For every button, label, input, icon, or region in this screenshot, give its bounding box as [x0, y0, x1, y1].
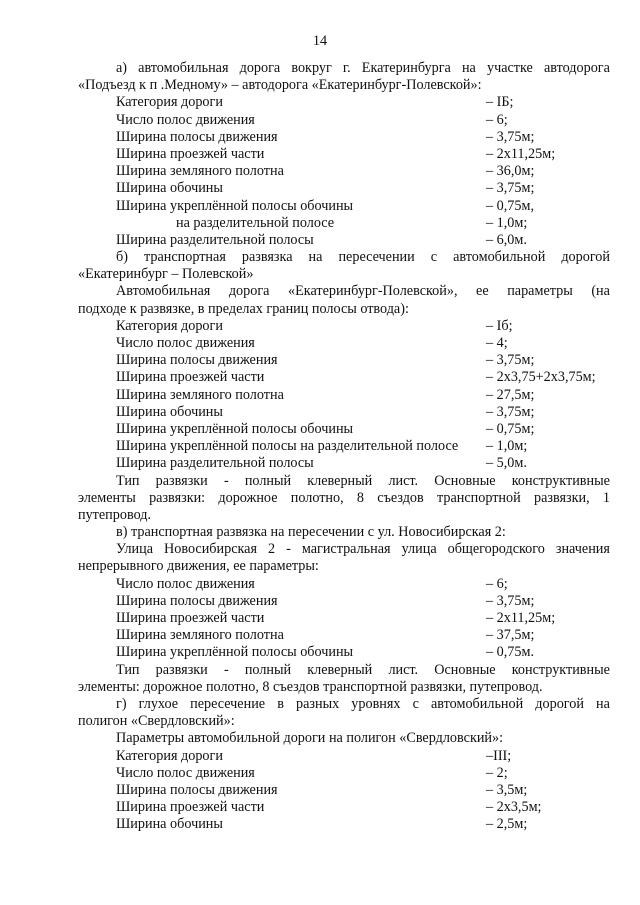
parameter-name: Ширина проезжей части	[116, 369, 265, 386]
word: 2	[268, 541, 276, 558]
word: развязки:	[149, 489, 206, 506]
parameter-row	[78, 369, 610, 386]
parameter-name: Ширина разделительной полосы	[116, 231, 314, 248]
parameter-name: Ширина обочины	[116, 816, 223, 833]
word: полный	[244, 472, 292, 489]
paragraph-line: элементы: дорожное полотно, 8 съездов транспортной развязки, путепровод.	[78, 678, 543, 695]
parameter-name: Ширина земляного полотна	[116, 627, 284, 644]
parameter-name: Ширина полосы движения	[116, 781, 278, 798]
parameter-name: Ширина укреплённой полосы обочины	[116, 644, 354, 661]
word: -	[286, 541, 291, 558]
parameter-value: – 3,75м;	[486, 592, 535, 609]
word: пересечение	[190, 695, 266, 712]
parameter-value: – 3,75м;	[486, 403, 535, 420]
parameter-value: – 2х3,75+2х3,75м;	[486, 369, 596, 386]
parameter-value: – Iб;	[486, 317, 513, 334]
parameter-row	[78, 816, 610, 833]
word: Автомобильная	[116, 283, 211, 300]
word: магистральная	[301, 541, 391, 558]
parameter-row	[78, 644, 610, 661]
word: г)	[116, 695, 127, 712]
parameter-value: – 0,75м.	[486, 644, 534, 661]
word: ее	[476, 283, 489, 300]
parameter-row	[78, 799, 610, 816]
parameter-value: – 37,5м;	[486, 627, 535, 644]
word: параметры	[507, 283, 573, 300]
word: Основные	[434, 661, 496, 678]
word: глухое	[138, 695, 179, 712]
parameter-value: – 3,75м;	[486, 128, 535, 145]
paragraph-line	[78, 541, 610, 558]
page-number: 14	[312, 33, 328, 49]
paragraph-line: «Подъезд к п .Медному» – автодорога «Екатеринбург-Полевской»:	[78, 77, 482, 94]
parameter-value: – 0,75м,	[486, 197, 534, 214]
parameter-row	[78, 438, 610, 455]
word: общегородского	[447, 541, 545, 558]
word: разных	[295, 695, 340, 712]
parameter-row	[78, 455, 610, 472]
word: пересечении	[338, 249, 415, 266]
parameter-value: – 27,5м;	[486, 386, 535, 403]
parameter-value: –III;	[486, 747, 512, 764]
word: автомобильной	[453, 249, 546, 266]
parameter-name: Ширина полосы движения	[116, 128, 278, 145]
parameter-name: на разделительной полосе	[176, 214, 335, 231]
parameter-value: – 0,75м;	[486, 420, 535, 437]
word: на	[461, 60, 476, 76]
word: дорога	[239, 60, 281, 76]
paragraph-line: путепровод.	[78, 506, 152, 523]
parameter-value: – 4;	[486, 335, 508, 351]
parameter-row	[78, 180, 610, 197]
parameter-name: Ширина укреплённой полосы обочины	[116, 197, 354, 214]
parameter-value: – 2х11,25м;	[486, 145, 556, 162]
word: участке	[486, 60, 533, 76]
parameter-name: Ширина проезжей части	[116, 610, 265, 626]
parameter-value: – 1,0м;	[486, 438, 528, 455]
parameter-value: – 2х11,25м;	[486, 610, 556, 626]
paragraph-line: в) транспортная развязка на пересечении с ул. Новосибирская 2:	[116, 524, 506, 541]
parameter-value: – 5,0м.	[486, 455, 527, 472]
word: полный	[244, 661, 292, 678]
paragraph-line	[78, 473, 610, 490]
word: конструктивные	[511, 661, 610, 678]
parameter-row	[78, 352, 610, 369]
word: развязки	[155, 472, 208, 489]
paragraph-line	[78, 60, 610, 77]
parameter-name: Ширина земляного полотна	[116, 386, 284, 403]
parameter-name: Число полос движения	[116, 111, 255, 128]
paragraph-line	[78, 662, 610, 679]
parameter-row	[78, 232, 610, 249]
parameter-row	[78, 129, 610, 146]
parameter-name: Число полос движения	[116, 335, 255, 351]
parameter-name: Категория дороги	[116, 747, 223, 764]
word: автомобильная	[138, 60, 229, 76]
paragraph-line: полигон «Свердловский»:	[78, 713, 235, 730]
parameter-name: Ширина обочины	[116, 403, 223, 420]
word: на	[596, 695, 610, 712]
word: с	[412, 695, 419, 712]
parameter-row	[78, 94, 610, 111]
parameter-row	[78, 318, 610, 335]
word: дорогой	[535, 695, 584, 712]
parameter-value: – IБ;	[486, 94, 514, 111]
word: развязки	[155, 661, 208, 678]
parameter-row	[78, 610, 610, 627]
word: г.	[342, 60, 351, 76]
word: Основные	[434, 472, 496, 489]
word: Новосибирская	[164, 541, 257, 558]
word: клеверный	[307, 472, 373, 489]
paragraph-line: Параметры автомобильной дороги на полигон «Свердловский»:	[116, 730, 504, 747]
parameter-value: – 3,5м;	[486, 781, 528, 798]
parameter-name: Ширина укреплённой полосы обочины	[116, 420, 354, 437]
parameter-row	[78, 215, 610, 232]
word: на	[308, 249, 323, 266]
word: развязка	[241, 249, 293, 266]
parameter-row	[78, 748, 610, 765]
parameter-row	[78, 335, 610, 352]
parameter-value: – 6;	[486, 111, 508, 128]
word: вокруг	[291, 60, 332, 76]
paragraph-line: подходе к развязке, в пределах границ полосы отвода):	[78, 300, 409, 317]
document-body	[78, 60, 610, 833]
word: транспортной	[436, 489, 521, 506]
word: автодорога	[543, 60, 610, 76]
word: транспортная	[143, 249, 226, 266]
paragraph-line: непрерывного движения, ее параметры:	[78, 558, 319, 575]
word: конструктивные	[511, 472, 610, 489]
word: Тип	[116, 661, 140, 678]
parameter-value: – 6,0м.	[486, 231, 527, 248]
parameter-name: Число полос движения	[116, 575, 255, 592]
parameter-row	[78, 627, 610, 644]
word: в	[277, 695, 284, 712]
parameter-value: – 36,0м;	[486, 163, 535, 180]
parameter-name: Ширина обочины	[116, 180, 223, 197]
paragraph-line	[78, 249, 610, 266]
parameter-row	[78, 146, 610, 163]
word: 1	[602, 489, 610, 506]
word: -	[223, 661, 229, 678]
word: Екатеринбурга	[361, 60, 451, 76]
parameter-name: Ширина проезжей части	[116, 799, 265, 816]
parameter-value: – 2,5м;	[486, 816, 528, 833]
parameter-row	[78, 198, 610, 215]
word: полотно,	[290, 489, 344, 506]
parameter-value: – 1,0м;	[486, 214, 528, 231]
paragraph-line	[78, 283, 610, 300]
parameter-value: – 2х3,5м;	[486, 799, 542, 816]
parameter-name: Ширина полосы движения	[116, 352, 278, 369]
parameter-name: Ширина проезжей части	[116, 145, 265, 162]
word: б)	[116, 249, 128, 266]
parameter-value: – 3,75м;	[486, 180, 535, 197]
word: «Екатеринбург-Полевской»,	[288, 283, 458, 300]
word: дорога	[228, 283, 270, 300]
word: значения	[555, 541, 610, 558]
word: с	[430, 249, 438, 266]
paragraph-line	[78, 490, 610, 507]
parameter-name: Ширина разделительной полосы	[116, 455, 314, 472]
word: а)	[116, 60, 128, 76]
word: развязки,	[533, 489, 590, 506]
word: клеверный	[307, 661, 373, 678]
parameter-row	[78, 163, 610, 180]
parameter-value: – 6;	[486, 575, 508, 592]
word: съездов	[377, 489, 424, 506]
parameter-row	[78, 765, 610, 782]
parameter-value: – 2;	[486, 764, 508, 781]
word: улица	[401, 541, 437, 558]
word: -	[223, 472, 229, 489]
parameter-row	[78, 593, 610, 610]
parameter-value: – 3,75м;	[486, 352, 535, 369]
word: автомобильной	[431, 695, 524, 712]
word: лист.	[388, 472, 419, 489]
word: Улица	[116, 541, 154, 558]
word: лист.	[388, 661, 419, 678]
word: Тип	[116, 472, 140, 489]
word: дорогой	[561, 249, 610, 266]
paragraph-line: «Екатеринбург – Полевской»	[78, 266, 254, 283]
parameter-name: Категория дороги	[116, 317, 223, 334]
paragraph-line	[78, 696, 610, 713]
parameter-row	[78, 421, 610, 438]
word: элементы	[78, 489, 136, 506]
parameter-row	[78, 782, 610, 799]
parameter-name: Категория дороги	[116, 94, 223, 111]
parameter-name: Число полос движения	[116, 764, 255, 781]
parameter-name: Ширина земляного полотна	[116, 163, 284, 180]
parameter-row	[78, 112, 610, 129]
parameter-row	[78, 387, 610, 404]
parameter-row	[78, 404, 610, 421]
word: дорожное	[218, 489, 278, 506]
word: 8	[356, 489, 365, 506]
parameter-name: Ширина укреплённой полосы на разделительной полосе	[116, 438, 459, 455]
parameter-name: Ширина полосы движения	[116, 592, 278, 609]
parameter-row	[78, 576, 610, 593]
word: (на	[591, 283, 610, 300]
word: уровнях	[351, 695, 401, 712]
